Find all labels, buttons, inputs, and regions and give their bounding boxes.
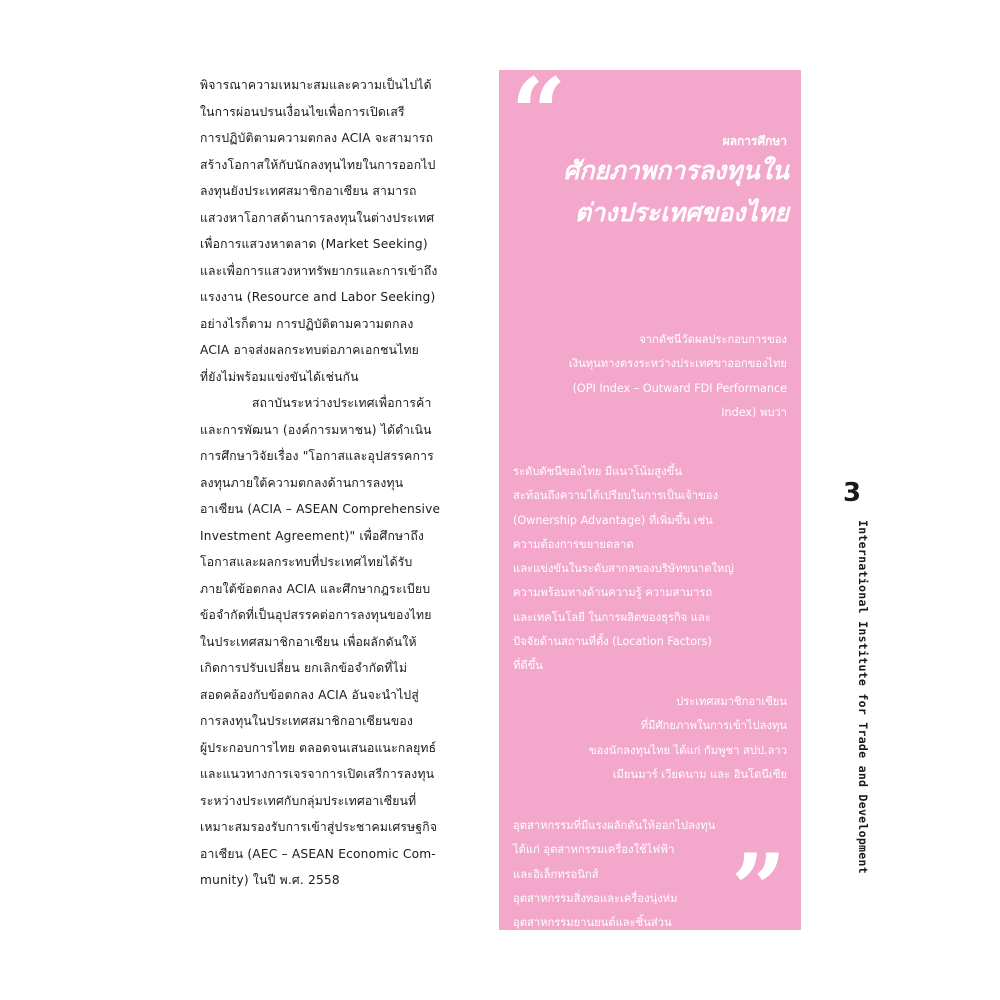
finding-index-trend [513, 460, 734, 679]
text-line: และเทคโนโลยี ในการผลิตของธุรกิจ และ [513, 610, 711, 624]
publisher-side-text: International Institute for Trade and Development [856, 520, 870, 874]
text-line: ความต้องการขยายตลาด [513, 537, 634, 551]
body-text-line: การลงทุนในประเทศสมาชิกอาเซียนของ [200, 714, 414, 728]
text-line: Index) พบว่า [721, 405, 787, 419]
open-quote-icon: “ [511, 57, 567, 170]
body-text-line: อาเซียน (AEC – ASEAN Economic Com- [200, 846, 436, 861]
text-line: เงินทุนทางตรงระหว่างประเทศขาออกของไทย [568, 357, 787, 371]
text-line: ปัจจัยด้านสถานที่ตั้ง (Location Factors) [513, 635, 712, 649]
body-text-line: ACIA อาจส่งผลกระทบต่อภาคเอกชนไทย [200, 343, 420, 357]
body-text-line: เหมาะสมรองรับการเข้าสู่ประชาคมเศรษฐกิจ [200, 820, 438, 834]
text-line: ที่ดีขึ้น [513, 659, 543, 673]
text-line: ระดับดัชนีของไทย มีแนวโน้มสูงขึ้น [513, 465, 682, 478]
body-text-line: Investment Agreement)" เพื่อศึกษาถึง [200, 528, 425, 543]
text-line: และแข่งขันในระดับสากลของบริษัทขนาดใหญ่ [513, 562, 734, 576]
body-text-line: ที่ยังไม่พร้อมแข่งขันได้เช่นกัน [200, 369, 359, 384]
body-text-line: การปฏิบัติตามความตกลง ACIA จะสามารถ [200, 131, 434, 145]
body-text-line: เกิดการปรับเปลี่ยน ยกเลิกข้อจำกัดที่ไม่ [200, 661, 408, 675]
text-line: สะท้อนถึงความได้เปรียบในการเป็นเจ้าของ [513, 489, 718, 503]
text-line: และอิเล็กทรอนิกส์ [513, 867, 599, 881]
body-text-line: สอดคล้องกับข้อตกลง ACIA อันจะนำไปสู่ [200, 687, 419, 702]
close-quote-icon: ” [731, 833, 787, 946]
text-line: ที่มีศักยภาพในการเข้าไปลงทุน [640, 719, 787, 733]
finding-countries [589, 690, 787, 787]
body-text-line: ภายใต้ข้อตกลง ACIA และศึกษากฎระเบียบ [200, 581, 431, 596]
body-text-line: และแนวทางการเจรจาการเปิดเสรีการลงทุน [200, 767, 435, 781]
panel-kicker: ผลการศึกษา [722, 134, 787, 148]
highlight-panel [499, 57, 801, 954]
paragraph-1 [200, 72, 488, 390]
body-text-column [200, 72, 488, 894]
text-line: (OPI Index – Outward FDI Performance [572, 381, 787, 395]
headline-line: ต่างประเทศของไทย [574, 198, 789, 227]
body-text-line: พิจารณาความเหมาะสมและความเป็นไปได้ [200, 78, 432, 92]
body-text-line: และเพื่อการแสวงหาทรัพยากรและการเข้าถึง [200, 263, 438, 278]
body-text-line: แรงงาน (Resource and Labor Seeking) [200, 290, 436, 304]
paragraph-2 [200, 390, 488, 894]
text-line: อุตสาหกรรมยานยนต์และชิ้นส่วน [513, 916, 672, 930]
text-line: เมียนมาร์ เวียดนาม และ อินโดนีเซีย [612, 767, 787, 781]
body-text-line: munity) ในปี พ.ศ. 2558 [200, 873, 340, 887]
page-number: 3 [843, 478, 862, 508]
body-text-line: อาเซียน (ACIA – ASEAN Comprehensive [200, 502, 441, 516]
body-text-line: สร้างโอกาสให้กับนักลงทุนไทยในการออกไป [200, 157, 436, 172]
text-line: ประเทศสมาชิกอาเซียน [676, 695, 787, 708]
body-text-line: ผู้ประกอบการไทย ตลอดจนเสนอแนะกลยุทธ์ [200, 740, 437, 755]
headline-line: ศักยภาพการลงทุนใน [563, 156, 789, 185]
text-line: อุตสาหกรรมสิ่งทอและเครื่องนุ่งห่ม [513, 891, 678, 905]
text-line: ความพร้อมทางด้านความรู้ ความสามารถ [513, 586, 713, 600]
body-text-line: แสวงหาโอกาสด้านการลงทุนในต่างประเทศ [200, 210, 435, 225]
body-text-line: ระหว่างประเทศกับกลุ่มประเทศอาเซียนที่ [200, 793, 417, 808]
body-text-line: เพื่อการแสวงหาตลาด (Market Seeking) [200, 237, 428, 251]
text-line: (Ownership Advantage) ที่เพิ่มขึ้น เช่น [513, 513, 713, 527]
body-text-line: สถาบันระหว่างประเทศเพื่อการค้า [252, 396, 432, 410]
text-line: จากดัชนีวัดผลประกอบการของ [639, 333, 787, 346]
text-line: และอุตสาหกรรมอาหาร [513, 940, 627, 954]
body-text-line: ลงทุนภายใต้ความตกลงด้านการลงทุน [200, 475, 404, 490]
body-text-line: ในประเทศสมาชิกอาเซียน เพื่อผลักดันให้ [200, 634, 417, 649]
finding-industries [513, 814, 715, 960]
body-text-line: อย่างไรก็ตาม การปฏิบัติตามความตกลง [200, 316, 414, 331]
body-text-line: ข้อจำกัดที่เป็นอุปสรรคต่อการลงทุนของไทย [200, 608, 432, 622]
text-line: ของนักลงทุนไทย ได้แก่ กัมพูชา สปป.ลาว [588, 743, 787, 757]
text-line: ได้แก่ อุตสาหกรรมเครื่องใช้ไฟฟ้า [513, 843, 675, 857]
body-text-line: ในการผ่อนปรนเงื่อนไขเพื่อการเปิดเสรี [200, 104, 405, 119]
body-text-line: ลงทุนยังประเทศสมาชิกอาเซียน สามารถ [200, 184, 417, 198]
body-text-line: การศึกษาวิจัยเรื่อง "โอกาสและอุปสรรคการ [200, 449, 434, 463]
text-line: อุตสาหกรรมที่มีแรงผลักดันให้ออกไปลงทุน [513, 819, 716, 832]
body-text-line: และการพัฒนา (องค์การมหาชน) ได้ดำเนิน [200, 422, 432, 437]
panel-headline [509, 150, 789, 234]
body-text-line: โอกาสและผลกระทบที่ประเทศไทยได้รับ [200, 555, 413, 569]
finding-intro [569, 328, 787, 425]
